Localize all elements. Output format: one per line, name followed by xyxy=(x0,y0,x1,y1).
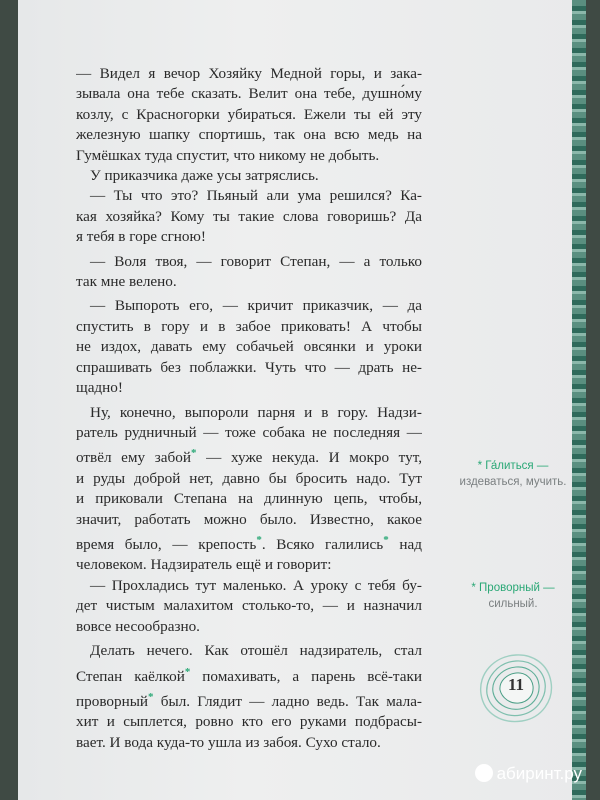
text-line: вает. И вода куда-то ушла из забоя. Сухо стало. xyxy=(76,733,381,751)
text-fragment: отвёл ему забой xyxy=(76,449,191,467)
text-line: железную шапку спортишь, так она всю медь на xyxy=(76,126,422,144)
text-fragment: помахивать, а парень всё-таки xyxy=(190,667,422,685)
book-page xyxy=(18,0,586,800)
note-definition: издеваться, мучить. xyxy=(459,476,567,488)
text-line: козлу, с Красногорки убираться. Ежели ты ей эту xyxy=(76,105,422,123)
margin-note-galitsya xyxy=(438,458,588,490)
text-line: я тебя в горе сгною! xyxy=(76,228,206,246)
text-line: — Прохладись тут маленько. А уроку с тебя бу- xyxy=(90,576,422,594)
text-fragment: был. Глядит — ладно ведь. Так мала- xyxy=(153,693,422,711)
text-fragment: . Всяко галились xyxy=(261,536,384,554)
text-line: У приказчика даже усы затряслись. xyxy=(90,167,319,185)
text-line: Ну, конечно, выпороли парня и в гору. Надзи- xyxy=(90,403,422,421)
text-line: Делать нечего. Как отошёл надзиратель, стал xyxy=(90,642,422,660)
text-line: человеком. Надзиратель ещё и говорит: xyxy=(76,556,332,574)
footnote-marker: * xyxy=(148,690,154,703)
note-term: * Га́литься — xyxy=(477,460,549,472)
text-line: значит, работать можно было. Известно, какое xyxy=(76,510,422,528)
text-fragment: над xyxy=(388,536,422,554)
text-line: кая хозяйка? Кому ты такие слова говоришь? Да xyxy=(76,207,422,225)
footnote-marker: * xyxy=(256,534,262,546)
text-line xyxy=(76,662,422,687)
text-line xyxy=(76,530,422,555)
footnote-marker: * xyxy=(184,665,191,678)
page-number: 11 xyxy=(507,675,525,694)
margin-note-provorny xyxy=(438,580,588,612)
text-line: — Видел я вечор Хозяйку Медной горы, и зака- xyxy=(76,65,422,82)
labirint-logo-icon xyxy=(475,764,493,782)
watermark-text: абиринт.ру xyxy=(496,764,582,783)
text-fragment: время было, — крепость xyxy=(76,536,257,554)
footnote-marker: * xyxy=(190,447,197,460)
watermark xyxy=(475,764,582,784)
text-line: и приковали Степана на длинную цепь, чтобы, xyxy=(76,490,422,508)
text-line xyxy=(76,443,422,468)
text-line: — Ты что это? Пьяный али ума решился? Ка- xyxy=(90,187,422,205)
text-line: — Воля твоя, — говорит Степан, — а только xyxy=(90,252,422,270)
text-line: — Выпороть его, — кричит приказчик, — да xyxy=(90,297,422,315)
text-line: так мне велено. xyxy=(76,273,177,291)
text-line: зывала она тебе сказать. Велит она тебе, душно́му xyxy=(76,85,422,103)
text-line: дет чистым малахитом столько-то, — и назначил xyxy=(76,597,422,615)
text-line: хит и сыплется, ровно кто его руками подбрасы- xyxy=(76,713,422,731)
text-line: спустить в гору и в забое приковать! А чтобы xyxy=(76,317,422,335)
text-fragment: проворный xyxy=(76,693,149,711)
text-line: вовсе несообразно. xyxy=(76,617,200,635)
main-text xyxy=(76,64,422,753)
page-number-badge xyxy=(478,652,554,724)
note-term: * Проворный — xyxy=(471,582,555,594)
text-line: спрашивать без поблажки. Чуть что — драть не- xyxy=(76,358,422,376)
text-line: не издох, давать ему собачьей овсянки и уроки xyxy=(76,338,422,356)
text-line: Гумёшках туда спустит, что никому не добыть. xyxy=(76,146,380,164)
note-definition: сильный. xyxy=(488,598,538,610)
text-line: щадно! xyxy=(76,379,123,397)
text-fragment: Степан каёлкой xyxy=(76,667,185,685)
text-line: и руды доброй нет, давно бы бросить надо. Тут xyxy=(76,469,422,487)
text-line: ратель рудничный — тоже собака не последняя — xyxy=(76,423,422,441)
footnote-marker: * xyxy=(383,534,389,546)
text-line xyxy=(76,687,422,712)
page-edge-decoration xyxy=(572,0,586,800)
text-fragment: — хуже некуда. И мокро тут, xyxy=(196,449,422,467)
